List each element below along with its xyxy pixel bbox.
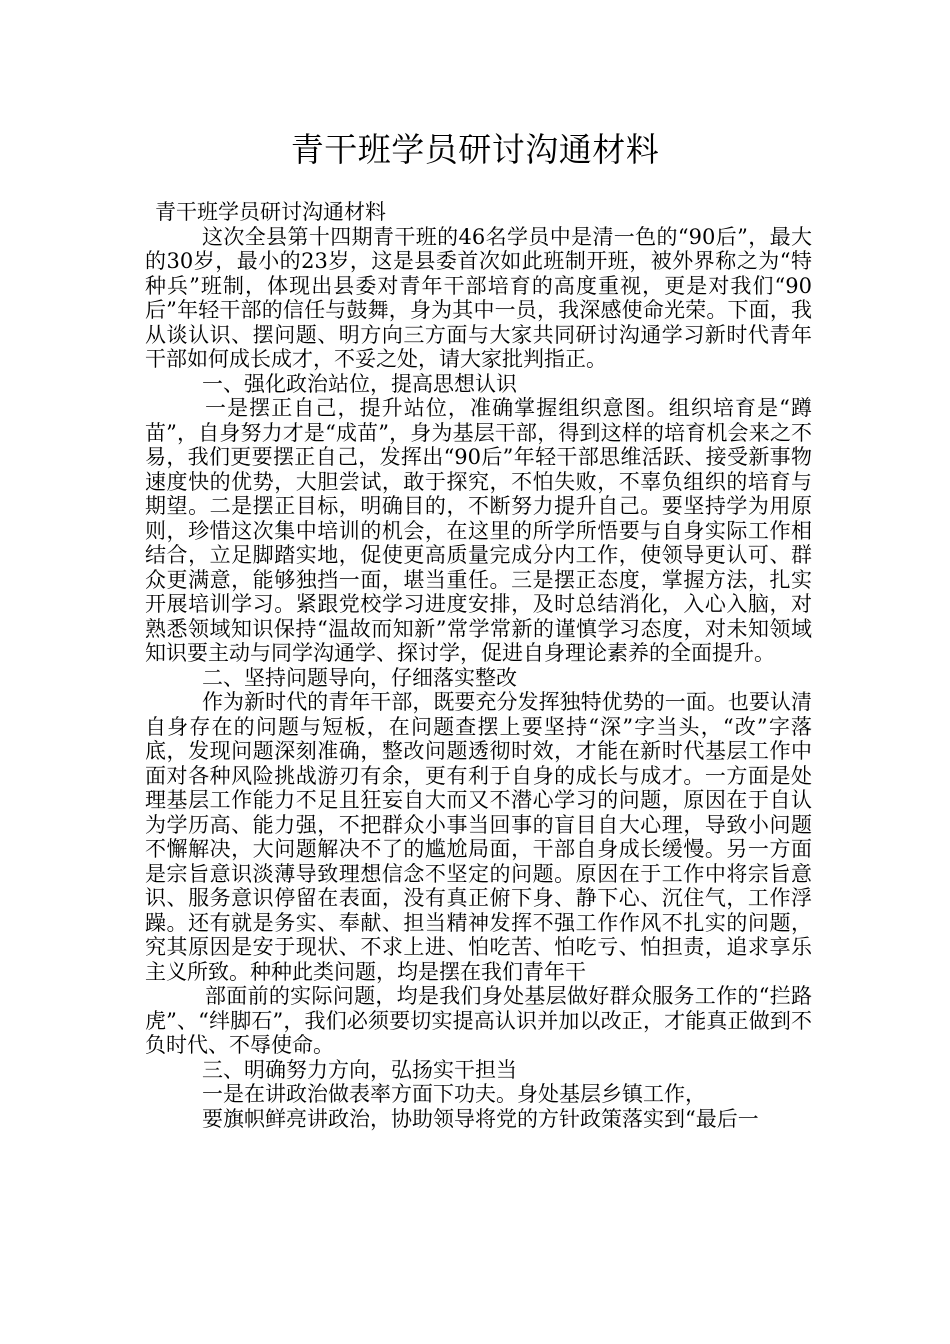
body-paragraph: 一是摆正自己，提升站位，准确掌握组织意图。组织培育是“蹲苗”，自身努力才是“成苗”，身为基层干部，得到这样的培育机会来之不易，我们更要摆正自己，发挥出“90后”年轻干部思维活跃、接受新事物速度快的优势，大胆尝试，敢于探究，不怕失败，不辜负组织的培育与期望。二是摆正目标，明确目的，不断努力提升自己。要坚持学为用原则，珍惜这次集中培训的机会，在这里的所学所悟要与自身实际工作相结合，立足脚踏实地，促使更高质量完成分内工作，使领导更认可、群众更满意，能够独挡一面，堪当重任。三是摆正态度，掌握方法，扎实开展培训学习。紧跟党校学习进度安排，及时总结消化，入心入脑，对熟悉领域知识保持“温故而知新”常学常新的谨慎学习态度，对未知领域知识要主动与同学沟通学、探讨学，促进自身理论素养的全面提升。 xyxy=(145,396,812,665)
document-title: 青干班学员研讨沟通材料 xyxy=(290,130,660,169)
body-paragraph: 一是在讲政治做表率方面下功夫。身处基层乡镇工作， xyxy=(202,1082,706,1106)
section-heading-2: 二、坚持问题导向，仔细落实整改 xyxy=(202,665,517,690)
section-heading-1: 一、强化政治站位，提高思想认识 xyxy=(202,371,517,396)
body-paragraph: 作为新时代的青年干部，既要充分发挥独特优势的一面。也要认清自身存在的问题与短板，在问题查摆上要坚持“深”字当头，“改”字落底，发现问题深刻准确，整改问题透彻时效，才能在新时代基层工作中面对各种风险挑战游刃有余，更有利于自身的成长与成才。一方面是处理基层工作能力不足且狂妄自大而又不潜心学习的问题，原因在于自认为学历高、能力强，不把群众小事当回事的盲目自大心理，导致小问题不懈解决，大问题解决不了的尴尬局面，干部自身成长缓慢。另一方面是宗旨意识淡薄导致理想信念不坚定的问题。原因在于工作中将宗旨意识、服务意识停留在表面，没有真正俯下身、静下心、沉住气，工作浮躁。还有就是务实、奉献、担当精神发挥不强工作作风不扎实的问题，究其原因是安于现状、不求上进、怕吃苦、怕吃亏、怕担责，追求享乐主义所致。种种此类问题，均是摆在我们青年干 xyxy=(145,690,812,984)
intro-paragraph: 这次全县第十四期青干班的46名学员中是清一色的“90后”，最大的30岁，最小的23岁，这是县委首次如此班制开班，被外界称之为“特种兵”班制，体现出县委对青年干部培育的高度重视，更是对我们“90后”年轻干部的信任与鼓舞，身为其中一员，我深感使命光荣。下面，我从谈认识、摆问题、明方向三方面与大家共同研讨沟通学习新时代青年干部如何成长成才，不妥之处，请大家批判指正。 xyxy=(145,224,812,371)
body-paragraph: 要旗帜鲜亮讲政治，协助领导将党的方针政策落实到“最后一 xyxy=(202,1106,759,1131)
body-paragraph: 部面前的实际问题，均是我们身处基层做好群众服务工作的“拦路虎”、“绊脚石”，我们必须要切实提高认识并加以改正，才能真正做到不负时代、不辱使命。 xyxy=(145,984,812,1057)
document-body xyxy=(145,200,812,1131)
section-heading-3: 三、明确努力方向，弘扬实干担当 xyxy=(202,1057,517,1082)
subtitle-paragraph: 青干班学员研讨沟通材料 xyxy=(155,200,386,224)
